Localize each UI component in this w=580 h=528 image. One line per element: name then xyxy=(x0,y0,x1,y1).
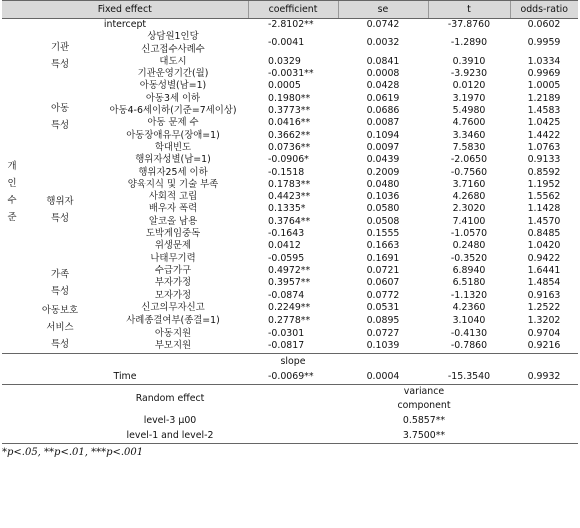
variable-label: 아동3세 이하 xyxy=(145,92,201,104)
header-se: se xyxy=(338,1,428,19)
cell-t: -0.7860 xyxy=(450,340,488,352)
cell-se: 0.0032 xyxy=(366,37,400,49)
cell-t: 0.3910 xyxy=(452,55,486,67)
intercept-t: -37.8760 xyxy=(447,19,491,30)
slope-t: -15.3540 xyxy=(447,370,491,382)
header-odds-ratio: odds-ratio xyxy=(510,1,578,19)
cell-or: 1.0420 xyxy=(527,240,561,252)
cell-t: -0.3520 xyxy=(450,252,488,264)
variable-label: 사례종결여부(종결=1) xyxy=(126,314,220,326)
fixed-effects-body xyxy=(2,19,578,354)
header-t: t xyxy=(428,1,510,19)
variable-label: 모자가정 xyxy=(154,289,192,301)
group-label-perpetrator: 행위자 특성 xyxy=(46,195,74,224)
cell-or: 1.5562 xyxy=(527,191,561,203)
intercept-label: intercept xyxy=(103,19,147,30)
cell-or: 1.2189 xyxy=(527,92,561,104)
cell-coef: -0.0595 xyxy=(268,252,305,264)
cell-t: 7.4100 xyxy=(452,215,486,227)
cell-coef: -0.0031** xyxy=(268,68,314,80)
variable-label: 아동 문제 수 xyxy=(147,117,199,129)
group-label-service: 아동보호 서비스 특성 xyxy=(41,304,79,350)
slope-header: slope xyxy=(248,353,338,369)
random-effects-body xyxy=(2,384,578,443)
cell-t: -1.1320 xyxy=(450,289,488,301)
variable-label: 상담원1인당 신고접수사례수 xyxy=(141,31,205,55)
slope-row xyxy=(2,369,578,385)
cell-or: 1.3202 xyxy=(527,314,561,326)
slope-coef: -0.0069** xyxy=(268,370,314,382)
cell-or: 1.0005 xyxy=(527,80,561,92)
cell-coef: 0.3957** xyxy=(268,277,311,289)
variable-label: 수급가구 xyxy=(154,264,192,276)
cell-coef: -0.1518 xyxy=(268,166,305,178)
cell-or: 1.1428 xyxy=(527,203,561,215)
cell-or: 0.8485 xyxy=(527,228,561,240)
cell-se: 0.1094 xyxy=(366,129,400,141)
cell-t: 0.0120 xyxy=(452,80,486,92)
cell-se: 0.0531 xyxy=(366,302,400,314)
cell-coef: -0.1643 xyxy=(268,228,305,240)
slope-header-row xyxy=(2,353,578,369)
variable-label: 대도시 xyxy=(159,55,187,67)
cell-t: -3.9230 xyxy=(450,68,488,80)
variable-label: 행위자25세 이하 xyxy=(138,166,208,178)
variable-label: 양육지식 및 기술 부족 xyxy=(127,178,219,190)
table-row xyxy=(2,31,578,56)
cell-or: 0.9163 xyxy=(527,289,561,301)
cell-coef: -0.0041 xyxy=(268,37,305,49)
random-value-level12: 3.7500** xyxy=(338,428,510,444)
variable-label: 학대빈도 xyxy=(154,141,192,153)
table-header-row xyxy=(2,1,578,19)
cell-se: 0.0607 xyxy=(366,277,400,289)
cell-coef: 0.4972** xyxy=(268,264,311,276)
significance-note: *p<.05, **p<.01, ***p<.001 xyxy=(2,446,144,458)
cell-t: 3.1970 xyxy=(452,92,486,104)
cell-or: 0.9216 xyxy=(527,340,561,352)
variable-label: 도박게임중독 xyxy=(145,228,201,240)
cell-t: 6.8940 xyxy=(452,264,486,276)
cell-coef: 0.0005 xyxy=(268,80,301,92)
variable-label: 알코올 남용 xyxy=(148,215,198,227)
cell-coef: 0.1980** xyxy=(268,92,311,104)
cell-se: 0.1036 xyxy=(366,191,400,203)
intercept-row xyxy=(2,19,578,32)
cell-se: 0.0580 xyxy=(366,203,400,215)
group-label-family: 가족 특성 xyxy=(50,269,70,298)
variable-label: 사회적 고립 xyxy=(148,191,198,203)
cell-t: 5.4980 xyxy=(452,105,486,117)
group-label-child: 아동 특성 xyxy=(50,103,70,132)
cell-se: 0.0686 xyxy=(366,105,400,117)
cell-t: 7.5830 xyxy=(452,141,486,153)
variable-label: 부자가정 xyxy=(154,277,192,289)
cell-se: 0.0097 xyxy=(366,141,400,153)
cell-coef: 0.0416** xyxy=(268,117,311,129)
random-effect-header: Random effect xyxy=(2,384,338,413)
cell-t: -2.0650 xyxy=(450,154,488,166)
cell-or: 0.9704 xyxy=(527,327,561,339)
variable-label: 부모지원 xyxy=(154,340,192,352)
cell-coef: -0.0906* xyxy=(268,154,309,166)
cell-se: 0.1663 xyxy=(366,240,400,252)
variable-label: 아동4-6세이하(기준=7세이상) xyxy=(109,105,237,117)
cell-coef: 0.0736** xyxy=(268,141,311,153)
cell-or: 1.6441 xyxy=(527,264,561,276)
table-row xyxy=(2,302,578,315)
slope-body xyxy=(2,353,578,384)
cell-or: 1.1952 xyxy=(527,178,561,190)
cell-se: 0.0439 xyxy=(366,154,400,166)
table-row xyxy=(2,154,578,166)
table-row xyxy=(2,265,578,277)
cell-coef: 0.2249** xyxy=(268,302,311,314)
cell-or: 1.4422 xyxy=(527,129,561,141)
cell-se: 0.0428 xyxy=(366,80,400,92)
cell-t: 0.2480 xyxy=(452,240,486,252)
cell-coef: 0.0329 xyxy=(268,55,301,67)
cell-se: 0.0619 xyxy=(366,92,400,104)
cell-or: 1.0763 xyxy=(527,141,561,153)
slope-or: 0.9932 xyxy=(527,370,561,382)
variable-label: 행위자성별(남=1) xyxy=(135,154,211,166)
cell-se: 0.1039 xyxy=(366,340,400,352)
cell-t: 2.3020 xyxy=(452,203,486,215)
cell-se: 0.0508 xyxy=(366,215,400,227)
variable-label: 아동성별(남=1) xyxy=(139,80,207,92)
cell-coef: 0.1783** xyxy=(268,178,311,190)
cell-t: 3.7160 xyxy=(452,178,486,190)
slope-label: Time xyxy=(113,370,137,382)
cell-t: -1.2890 xyxy=(450,37,488,49)
cell-se: 0.1555 xyxy=(366,228,400,240)
cell-t: -0.7560 xyxy=(450,166,488,178)
cell-coef: 0.1335* xyxy=(268,203,306,215)
intercept-coef: -2.8102** xyxy=(268,19,314,30)
cell-coef: -0.0874 xyxy=(268,289,305,301)
cell-coef: 0.3773** xyxy=(268,105,311,117)
cell-or: 1.0425 xyxy=(527,117,561,129)
cell-se: 0.1691 xyxy=(366,252,400,264)
intercept-or: 0.0602 xyxy=(527,19,561,30)
variable-label: 나태무기력 xyxy=(150,252,196,264)
variable-label: 아동장애유무(장애=1) xyxy=(126,129,220,141)
cell-se: 0.0008 xyxy=(366,68,400,80)
cell-t: -1.0570 xyxy=(450,228,488,240)
cell-or: 1.0334 xyxy=(527,55,561,67)
cell-or: 0.9133 xyxy=(527,154,561,166)
cell-se: 0.0895 xyxy=(366,314,400,326)
slope-se: 0.0004 xyxy=(366,370,400,382)
cell-or: 1.4583 xyxy=(527,105,561,117)
cell-t: -0.4130 xyxy=(450,327,488,339)
variance-component-label: variance component xyxy=(397,385,451,411)
cell-t: 3.3460 xyxy=(452,129,486,141)
cell-t: 4.7600 xyxy=(452,117,486,129)
cell-se: 0.0772 xyxy=(366,289,400,301)
variable-label: 기관운영기간(월) xyxy=(137,68,209,80)
cell-or: 0.9422 xyxy=(527,252,561,264)
cell-se: 0.0841 xyxy=(366,55,400,67)
cell-or: 0.8592 xyxy=(527,166,561,178)
cell-coef: 0.4423** xyxy=(268,191,311,203)
variance-component-header xyxy=(338,384,510,413)
variable-label: 배우자 폭력 xyxy=(148,203,198,215)
header-coefficient: coefficient xyxy=(248,1,338,19)
cell-coef: 0.2778** xyxy=(268,314,311,326)
multilevel-results-table xyxy=(2,0,578,444)
cell-coef: -0.0817 xyxy=(268,340,305,352)
cell-se: 0.0727 xyxy=(366,327,400,339)
random-row-level3 xyxy=(2,413,578,428)
cell-or: 1.2522 xyxy=(527,302,561,314)
cell-coef: 0.3764** xyxy=(268,215,311,227)
random-value-level3: 0.5857** xyxy=(402,414,446,426)
cell-or: 0.9959 xyxy=(527,37,561,49)
cell-coef: -0.0301 xyxy=(268,327,305,339)
cell-or: 1.4854 xyxy=(527,277,561,289)
cell-coef: 0.3662** xyxy=(268,129,311,141)
random-label-level12: level-1 and level-2 xyxy=(2,428,338,444)
cell-or: 0.9969 xyxy=(527,68,561,80)
variable-label: 신고의무자신고 xyxy=(141,302,205,314)
cell-coef: 0.0412 xyxy=(268,240,301,252)
cell-se: 0.2009 xyxy=(366,166,400,178)
cell-t: 6.5180 xyxy=(452,277,486,289)
header-fixed-effect: Fixed effect xyxy=(2,1,248,19)
cell-se: 0.0480 xyxy=(366,178,400,190)
level-label: 개 인 수 준 xyxy=(7,161,17,224)
group-label-institution: 기관 특성 xyxy=(50,41,70,70)
table-row xyxy=(2,80,578,92)
variable-label: 아동지원 xyxy=(154,327,192,339)
random-row-level12 xyxy=(2,428,578,444)
cell-se: 0.0721 xyxy=(366,264,400,276)
cell-t: 3.1040 xyxy=(452,314,486,326)
random-header-row xyxy=(2,384,578,413)
cell-t: 4.2680 xyxy=(452,191,486,203)
regression-table-container xyxy=(2,0,578,458)
cell-se: 0.0087 xyxy=(366,117,400,129)
cell-t: 4.2360 xyxy=(452,302,486,314)
variable-label: 위생문제 xyxy=(154,240,192,252)
cell-or: 1.4570 xyxy=(527,215,561,227)
random-label-level3: level-3 μ00 xyxy=(143,414,197,426)
intercept-se: 0.0742 xyxy=(366,19,400,30)
